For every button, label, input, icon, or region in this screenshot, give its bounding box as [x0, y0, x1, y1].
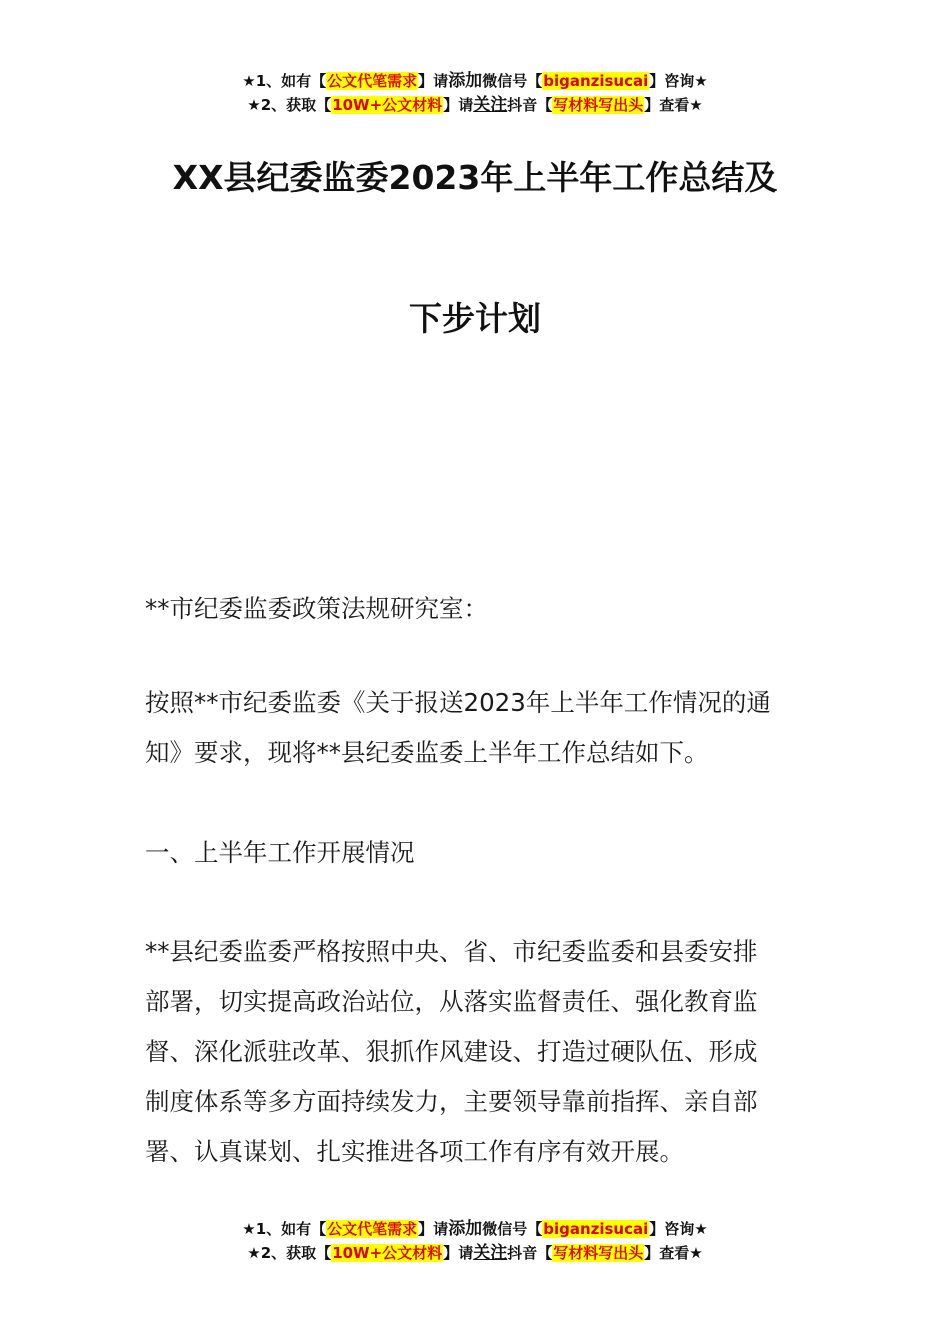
- paragraph-line: 督、深化派驻改革、狠抓作风建设、打造过硬队伍、形成: [145, 1037, 758, 1066]
- section-body-paragraph: [145, 927, 813, 1177]
- header-banner: [0, 69, 950, 117]
- banner-text: 】请: [418, 1220, 449, 1238]
- document-title-line-1: XX县纪委监委2023年上半年工作总结及: [172, 158, 778, 197]
- banner-text: ★2、获取【: [247, 1244, 332, 1262]
- paragraph-line: **县纪委监委严格按照中央、省、市纪委监委和县委安排: [145, 937, 758, 966]
- paragraph-line: 部署，切实提高政治站位，从落实监督责任、强化教育监: [145, 987, 758, 1016]
- banner-text: 】查看★: [644, 1244, 703, 1262]
- banner-emphasis: 关注: [473, 1243, 508, 1263]
- banner-highlight: 写材料写出头: [553, 96, 644, 114]
- banner-line-2: [0, 1241, 950, 1265]
- paragraph-line: 按照**市纪委监委《关于报送2023年上半年工作情况的通: [145, 688, 771, 717]
- paragraph-line: 知》要求，现将**县纪委监委上半年工作总结如下。: [145, 738, 709, 767]
- banner-highlight: 公文代笔需求: [327, 1220, 418, 1238]
- banner-text: 】请: [443, 1244, 474, 1262]
- banner-text: ★2、获取【: [247, 96, 332, 114]
- banner-line-2: [0, 93, 950, 117]
- intro-paragraph: [145, 678, 813, 778]
- banner-text: 】咨询★: [649, 72, 708, 90]
- banner-text: 】查看★: [644, 96, 703, 114]
- banner-text: ★1、如有【: [242, 72, 327, 90]
- banner-text: 微信号【: [482, 72, 543, 90]
- paragraph-line: 制度体系等多方面持续发力，主要领导靠前指挥、亲自部: [145, 1087, 758, 1116]
- banner-text: ★1、如有【: [242, 1220, 327, 1238]
- paragraph-line: 署、认真谋划、扎实推进各项工作有序有效开展。: [145, 1137, 684, 1166]
- banner-text: 】请: [418, 72, 449, 90]
- banner-emphasis: 关注: [473, 95, 508, 115]
- footer-banner: [0, 1217, 950, 1265]
- banner-highlight: 10W+公文材料: [332, 1244, 443, 1262]
- banner-text: 抖音【: [507, 1244, 553, 1262]
- banner-highlight: biganzisucai: [543, 72, 649, 90]
- banner-highlight: biganzisucai: [543, 1220, 649, 1238]
- banner-text: 抖音【: [507, 96, 553, 114]
- section-heading: 一、上半年工作开展情况: [145, 838, 415, 867]
- banner-line-1: [0, 69, 950, 93]
- banner-highlight: 写材料写出头: [553, 1244, 644, 1262]
- banner-line-1: [0, 1217, 950, 1241]
- banner-highlight: 公文代笔需求: [327, 72, 418, 90]
- banner-emphasis: 添加: [448, 1219, 483, 1239]
- banner-text: 】咨询★: [649, 1220, 708, 1238]
- banner-text: 微信号【: [482, 1220, 543, 1238]
- banner-highlight: 10W+公文材料: [332, 96, 443, 114]
- banner-text: 】请: [443, 96, 474, 114]
- document-title-line-2: 下步计划: [409, 299, 541, 338]
- banner-emphasis: 添加: [448, 71, 483, 91]
- salutation: **市纪委监委政策法规研究室：: [145, 594, 488, 623]
